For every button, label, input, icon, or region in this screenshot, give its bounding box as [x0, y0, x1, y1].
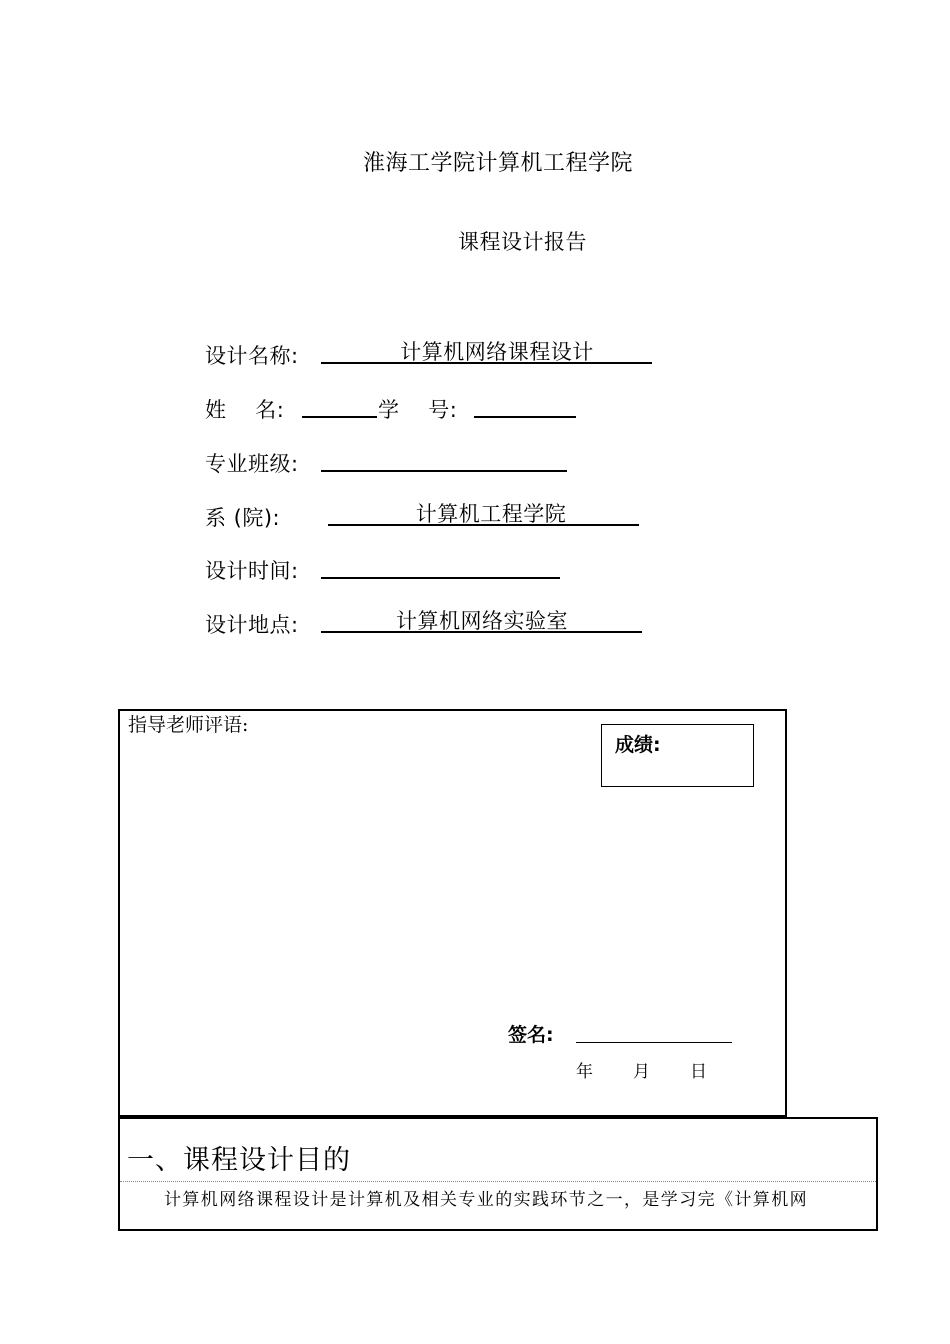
student-id-line: [474, 394, 576, 418]
student-id-label-text: 学 号:: [378, 398, 458, 422]
section-body-text: 计算机网络课程设计是计算机及相关专业的实践环节之一，是学习完《计算机网: [164, 1190, 808, 1210]
major-class-label: 专业班级:: [205, 452, 299, 476]
major-class-line: [321, 448, 567, 472]
design-name-value: 计算机网络课程设计: [400, 340, 594, 364]
design-time-line: [321, 555, 560, 579]
teacher-comment-label: 指导老师评语:: [128, 714, 249, 736]
signature-label: 签名:: [508, 1024, 554, 1046]
grade-label: 成绩:: [615, 734, 661, 756]
department-value: 计算机工程学院: [415, 502, 567, 526]
section-divider: [120, 1181, 876, 1182]
design-location-label: 设计地点:: [205, 613, 299, 637]
date-year-label: 年: [576, 1062, 593, 1082]
report-title: 课程设计报告: [458, 230, 587, 254]
student-name-label-text: 姓 名:: [205, 398, 285, 422]
student-id-label: [378, 394, 457, 424]
design-time-label: 设计时间:: [205, 559, 299, 583]
student-name-line: [302, 394, 377, 418]
section-title: 一、课程设计目的: [127, 1145, 351, 1176]
school-title: 淮海工学院计算机工程学院: [362, 151, 633, 176]
design-location-value: 计算机网络实验室: [396, 609, 568, 633]
student-name-label: [205, 394, 284, 424]
date-day-label: 日: [690, 1062, 707, 1082]
signature-line: [576, 1022, 732, 1043]
department-label: 系 (院):: [205, 506, 281, 530]
date-month-label: 月: [633, 1062, 650, 1082]
design-name-label: 设计名称:: [205, 344, 299, 368]
